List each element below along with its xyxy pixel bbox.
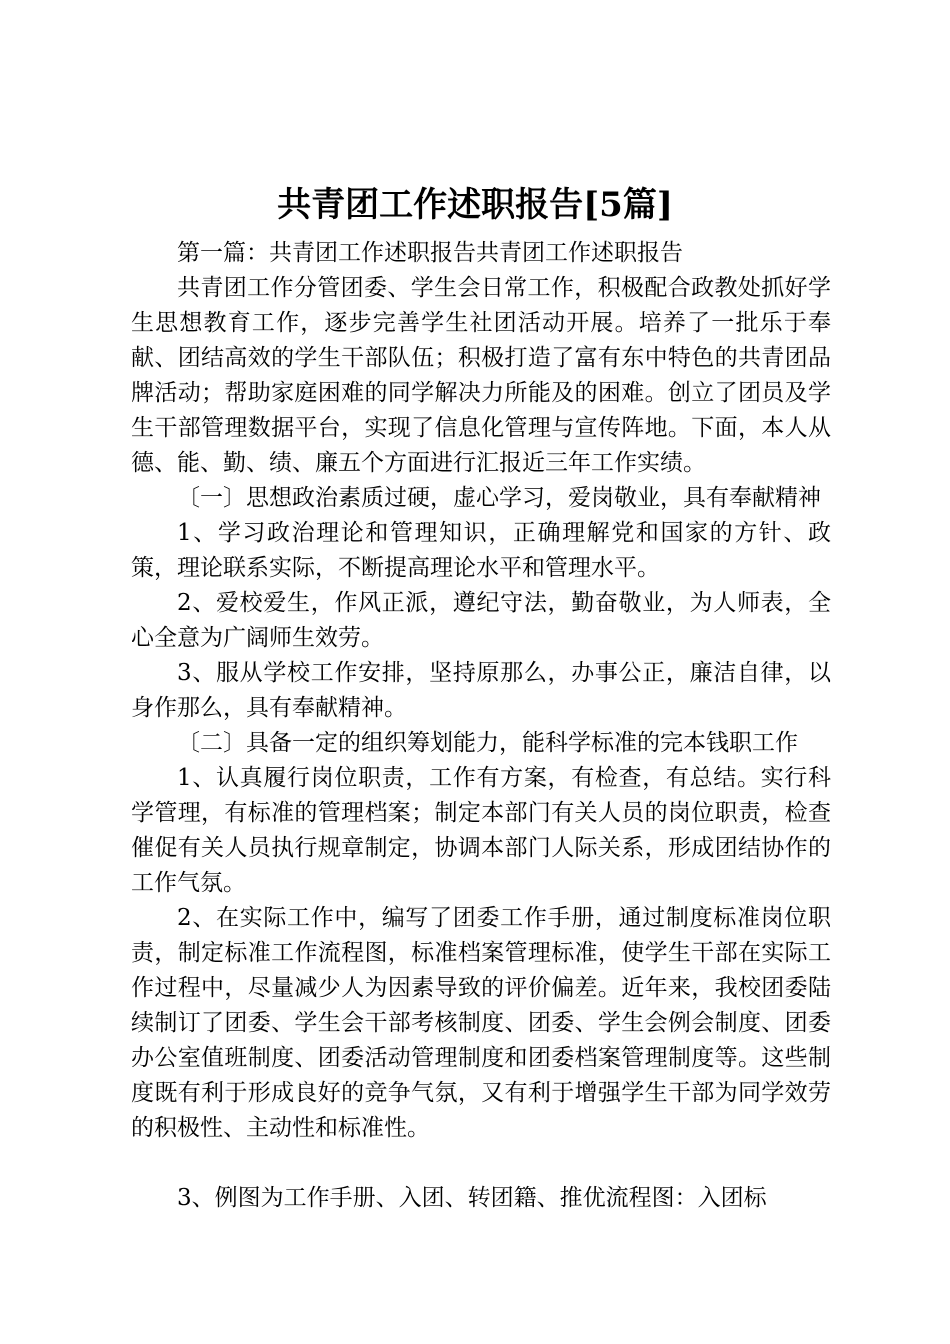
document-body: [131, 236, 831, 1216]
document-title: 共青团工作述职报告[5篇]: [277, 185, 673, 225]
paragraph-item-2-1: 1、认真履行岗位职责，工作有方案，有检查，有总结。实行科学管理，有标准的管理档案；制定本部门有关人员的岗位职责，检查催促有关人员执行规章制定，协调本部门人际关系，形成团结协作的工作气氛。: [131, 765, 831, 896]
paragraph-item-1-1: 1、学习政治理论和管理知识，正确理解党和国家的方针、政策，理论联系实际，不断提高理论水平和管理水平。: [131, 520, 831, 581]
section-heading-1: 〔一〕思想政治素质过硬，虚心学习，爱岗敬业，具有奉献精神: [177, 485, 821, 511]
paragraph-item-1-3: 3、服从学校工作安排，坚持原那么，办事公正，廉洁自律，以身作那么，具有奉献精神。: [131, 660, 831, 721]
paragraph-item-2-3: 3、例图为工作手册、入团、转团籍、推优流程图：入团标: [177, 1185, 767, 1211]
paragraph-item-2-2: 2、在实际工作中，编写了团委工作手册，通过制度标准岗位职责，制定标准工作流程图，标准档案管理标准，使学生干部在实际工作过程中，尽量减少人为因素导致的评价偏差。近年来，我校团委陆续制订了团委、学生会干部考核制度、团委、学生会例会制度、团委办公室值班制度、团委活动管理制度和团委档案管理制度等。这些制度既有利于形成良好的竞争气氛，又有利于增强学生干部为同学效劳的积极性、主动性和标准性。: [131, 905, 831, 1141]
section-heading-2: 〔二〕具备一定的组织筹划能力，能科学标准的完本钱职工作: [177, 730, 798, 756]
paragraph-heading-first: 第一篇：共青团工作述职报告共青团工作述职报告: [177, 240, 683, 266]
paragraph-item-1-2: 2、爱校爱生，作风正派，遵纪守法，勤奋敬业，为人师表，全心全意为广阔师生效劳。: [131, 590, 831, 651]
paragraph-intro: 共青团工作分管团委、学生会日常工作，积极配合政教处抓好学生思想教育工作，逐步完善学生社团活动开展。培养了一批乐于奉献、团结高效的学生干部队伍；积极打造了富有东中特色的共青团品牌活动；帮助家庭困难的同学解决力所能及的困难。创立了团员及学生干部管理数据平台，实现了信息化管理与宣传阵地。下面，本人从德、能、勤、绩、廉五个方面进行汇报近三年工作实绩。: [131, 275, 831, 476]
